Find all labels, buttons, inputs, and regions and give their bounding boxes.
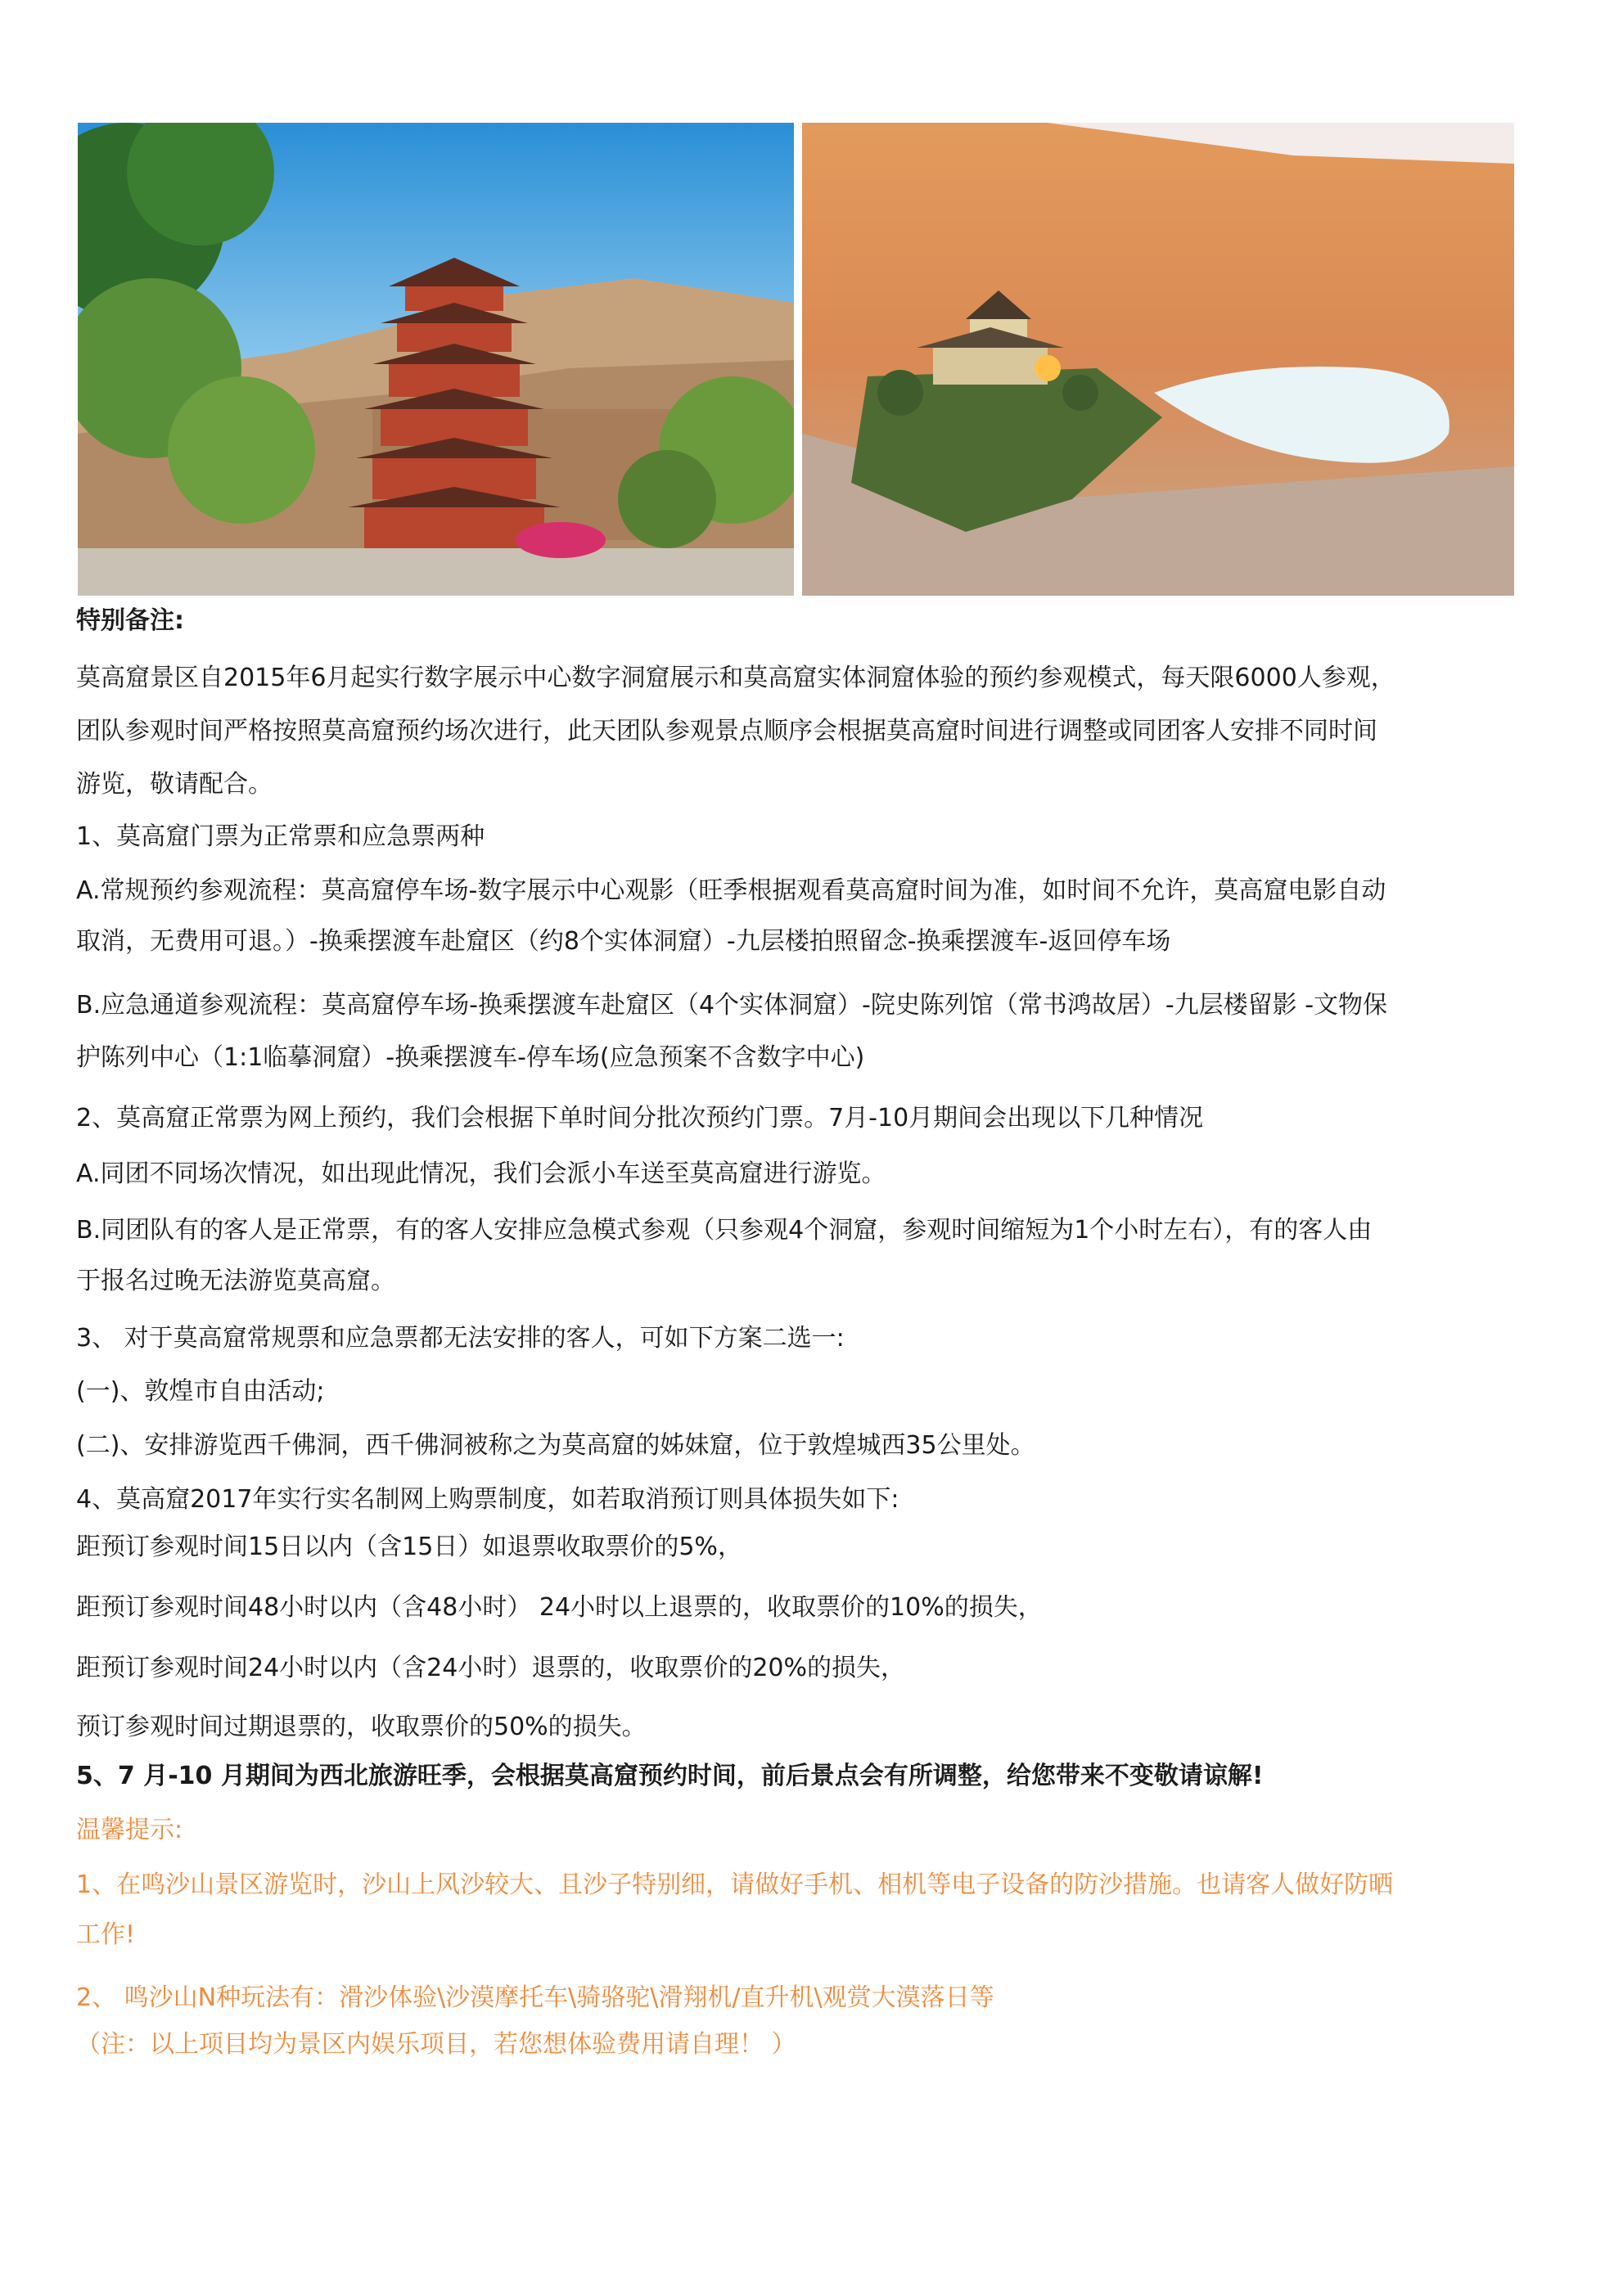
item-3: 3、 对于莫高窟常规票和应急票都无法安排的客人，可如下方案二选一: <box>76 1324 845 1353</box>
tip-2-note: （注：以上项目均为景区内娱乐项目，若您想体验费用请自理！ ） <box>76 2030 796 2059</box>
intro-line-2: 团队参观时间严格按照莫高窟预约场次进行，此天团队参观景点顺序会根据莫高窟时间进行调整或同团客人安排不同时间 <box>76 717 1377 745</box>
item-2b-line-2: 于报名过晚无法游览莫高窟。 <box>76 1267 395 1295</box>
intro-line-1: 莫高窟景区自2015年6月起实行数字展示中心数字洞窟展示和莫高窟实体洞窟体验的预约参观模式，每天限6000人参观， <box>76 664 1395 692</box>
tip-1-line-2: 工作! <box>76 1920 136 1949</box>
mogao-caves-photo <box>78 123 794 596</box>
item-5: 5、7 月-10 月期间为西北旅游旺季，会根据莫高窟预约时间，前后景点会有所调整，给您带来不变敬请谅解! <box>76 1762 1264 1790</box>
item-1a-line-1: A.常规预约参观流程：莫高窟停车场-数字展示中心观影（旺季根据观看莫高窟时间为准，如时间不允许，莫高窟电影自动 <box>76 876 1386 905</box>
item-4-line-3: 距预订参观时间24小时以内（含24小时）退票的，收取票价的20%的损失， <box>76 1654 906 1682</box>
tips-heading: 温馨提示: <box>76 1816 183 1844</box>
item-3b: (二)、安排游览西千佛洞，西千佛洞被称之为莫高窟的姊妹窟，位于敦煌城西35公里处。 <box>76 1431 1035 1460</box>
item-3a: (一)、敦煌市自由活动; <box>76 1377 325 1406</box>
item-1b-line-1: B.应急通道参观流程：莫高窟停车场-换乘摆渡车赴窟区（4个实体洞窟）-院史陈列馆（常书鸿故居）-九层楼留影 -文物保 <box>76 991 1388 1020</box>
intro-line-3: 游览，敬请配合。 <box>76 770 273 799</box>
item-4-line-2: 距预订参观时间48小时以内（含48小时） 24小时以上退票的，收取票价的10%的损失， <box>76 1593 1043 1622</box>
item-1a-line-2: 取消，无费用可退。）-换乘摆渡车赴窟区（约8个实体洞窟）-九层楼拍照留念-换乘摆渡车-返回停车场 <box>76 927 1171 956</box>
notes-heading: 特别备注: <box>76 606 184 635</box>
item-4-line-4: 预订参观时间过期退票的，收取票价的50%的损失。 <box>76 1713 647 1741</box>
tip-1-line-1: 1、在鸣沙山景区游览时，沙山上风沙较大、且沙子特别细，请做好手机、相机等电子设备的防沙措施。也请客人做好防晒 <box>76 1871 1394 1899</box>
item-1b-line-2: 护陈列中心（1:1临摹洞窟）-换乘摆渡车-停车场(应急预案不含数字中心) <box>76 1043 865 1072</box>
item-4: 4、莫高窟2017年实行实名制网上购票制度，如若取消预订则具体损失如下: <box>76 1485 899 1514</box>
crescent-lake-photo <box>802 123 1514 596</box>
item-1: 1、莫高窟门票为正常票和应急票两种 <box>76 822 485 851</box>
item-4-line-1: 距预订参观时间15日以内（含15日）如退票收取票价的5%， <box>76 1533 742 1561</box>
tip-2: 2、 鸣沙山N种玩法有：滑沙体验\沙漠摩托车\骑骆驼\滑翔机/直升机\观赏大漠落日等 <box>76 1983 994 2012</box>
item-2a: A.同团不同场次情况，如出现此情况，我们会派小车送至莫高窟进行游览。 <box>76 1159 886 1188</box>
item-2b-line-1: B.同团队有的客人是正常票，有的客人安排应急模式参观（只参观4个洞窟，参观时间缩短为1个小时左右），有的客人由 <box>76 1216 1373 1245</box>
item-2: 2、莫高窟正常票为网上预约，我们会根据下单时间分批次预约门票。7月-10月期间会出现以下几种情况 <box>76 1104 1204 1132</box>
photo-row <box>78 123 1514 596</box>
